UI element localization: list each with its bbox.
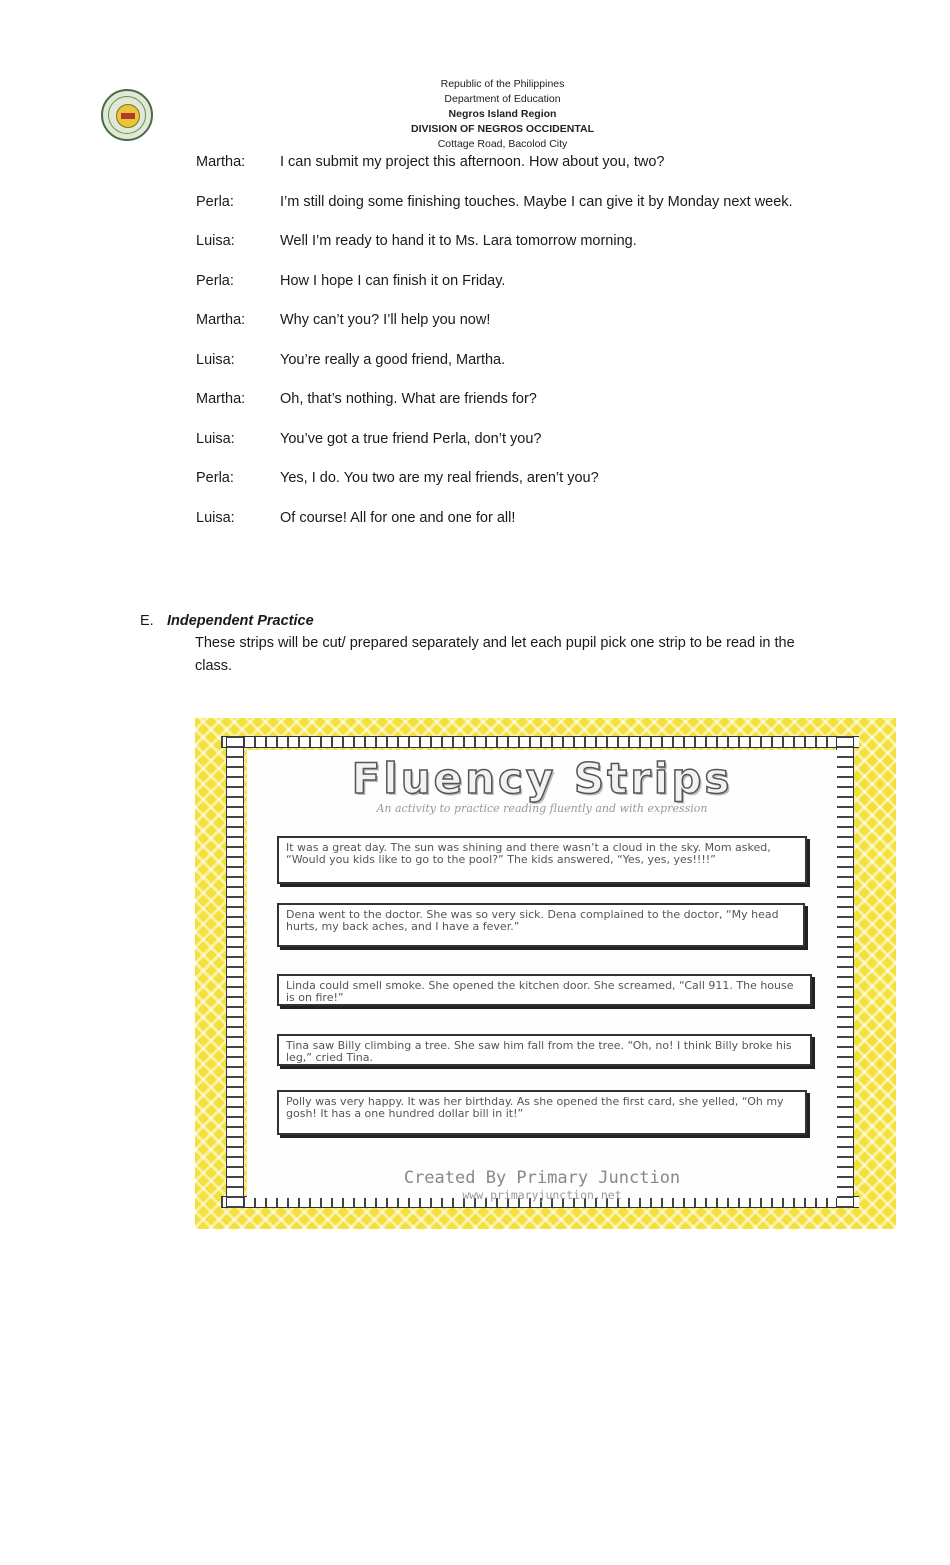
section-instructions: These strips will be cut/ prepared separately and let each pupil pick one strip to be read in the class. bbox=[195, 635, 795, 674]
speech: I can submit my project this afternoon. How about you, two? bbox=[280, 154, 665, 170]
fluency-strip: Polly was very happy. It was her birthday. As she opened the first card, she yelled, “Oh my gosh! It has a one hundred dollar bill in it!” bbox=[277, 1090, 807, 1135]
section-title: Independent Practice bbox=[167, 613, 314, 629]
speech: How I hope I can finish it on Friday. bbox=[280, 272, 506, 289]
speech: Yes, I do. You two are my real friends, aren’t you? bbox=[280, 470, 599, 486]
dialogue bbox=[196, 152, 896, 547]
dialogue-line bbox=[196, 271, 896, 311]
speech: Well I’m ready to hand it to Ms. Lara tomorrow morning. bbox=[280, 233, 637, 249]
letterhead-department: Department of Education bbox=[444, 93, 561, 105]
speech: Oh, that’s nothing. What are friends for? bbox=[280, 391, 537, 407]
poster-url: www.primaryjunction.net bbox=[462, 1188, 622, 1202]
letterhead-republic: Republic of the Philippines bbox=[440, 78, 565, 90]
fluency-strip: It was a great day. The sun was shining and there wasn’t a cloud in the sky. Mom asked, “Would you kids like to go to the pool?” The kids answered, “Yes, yes, yes!!!!” bbox=[277, 836, 807, 884]
poster-content bbox=[247, 750, 837, 1202]
dialogue-line bbox=[196, 389, 896, 429]
fluency-strips-poster bbox=[195, 718, 896, 1229]
dialogue-line bbox=[196, 310, 896, 350]
dialogue-line bbox=[196, 350, 896, 390]
dialogue-line bbox=[196, 429, 896, 469]
speaker: Perla: bbox=[196, 470, 234, 486]
speaker: Perla: bbox=[196, 193, 234, 210]
dialogue-line bbox=[196, 192, 896, 232]
speaker: Martha: bbox=[196, 154, 246, 170]
fluency-strip: Linda could smell smoke. She opened the kitchen door. She screamed, “Call 911. The house is on fire!” bbox=[277, 974, 812, 1006]
dialogue-line bbox=[196, 152, 896, 192]
seal-emblem-icon bbox=[116, 104, 140, 128]
poster-border-top bbox=[221, 736, 859, 748]
poster-border-right bbox=[836, 736, 854, 1208]
speaker: Martha: bbox=[196, 391, 246, 407]
letterhead-region: Negros Island Region bbox=[448, 108, 557, 120]
speaker: Martha: bbox=[196, 312, 246, 328]
letterhead-division: DIVISION OF NEGROS OCCIDENTAL bbox=[411, 123, 594, 135]
dialogue-line bbox=[196, 508, 896, 548]
section-heading bbox=[140, 611, 314, 631]
speech: You’ve got a true friend Perla, don’t you? bbox=[280, 430, 542, 447]
dialogue-line bbox=[196, 231, 896, 271]
section-letter: E. bbox=[140, 613, 154, 629]
fluency-strip: Dena went to the doctor. She was so very sick. Dena complained to the doctor, “My head hurts, my back aches, and I have a fever.” bbox=[277, 903, 805, 947]
letterhead-address: Cottage Road, Bacolod City bbox=[437, 138, 568, 150]
poster-title: Fluency Strips bbox=[351, 754, 733, 803]
speaker: Perla: bbox=[196, 272, 234, 289]
letterhead bbox=[300, 77, 705, 152]
speech: Why can’t you? I’ll help you now! bbox=[280, 312, 491, 328]
speech: You’re really a good friend, Martha. bbox=[280, 351, 506, 368]
poster-credit: Created By Primary Junction bbox=[403, 1168, 681, 1188]
fluency-strip: Tina saw Billy climbing a tree. She saw him fall from the tree. “Oh, no! I think Billy broke his leg,” cried Tina. bbox=[277, 1034, 812, 1066]
speaker: Luisa: bbox=[196, 430, 235, 447]
poster-border-left bbox=[226, 736, 244, 1208]
poster-subtitle: An activity to practice reading fluently and with expression bbox=[376, 802, 708, 815]
speaker: Luisa: bbox=[196, 351, 235, 368]
speaker: Luisa: bbox=[196, 233, 235, 249]
dialogue-line bbox=[196, 468, 896, 508]
deped-division-seal bbox=[101, 89, 153, 141]
speech: Of course! All for one and one for all! bbox=[280, 509, 516, 526]
speech: I’m still doing some finishing touches. Maybe I can give it by Monday next week. bbox=[280, 193, 793, 210]
speaker: Luisa: bbox=[196, 509, 235, 526]
